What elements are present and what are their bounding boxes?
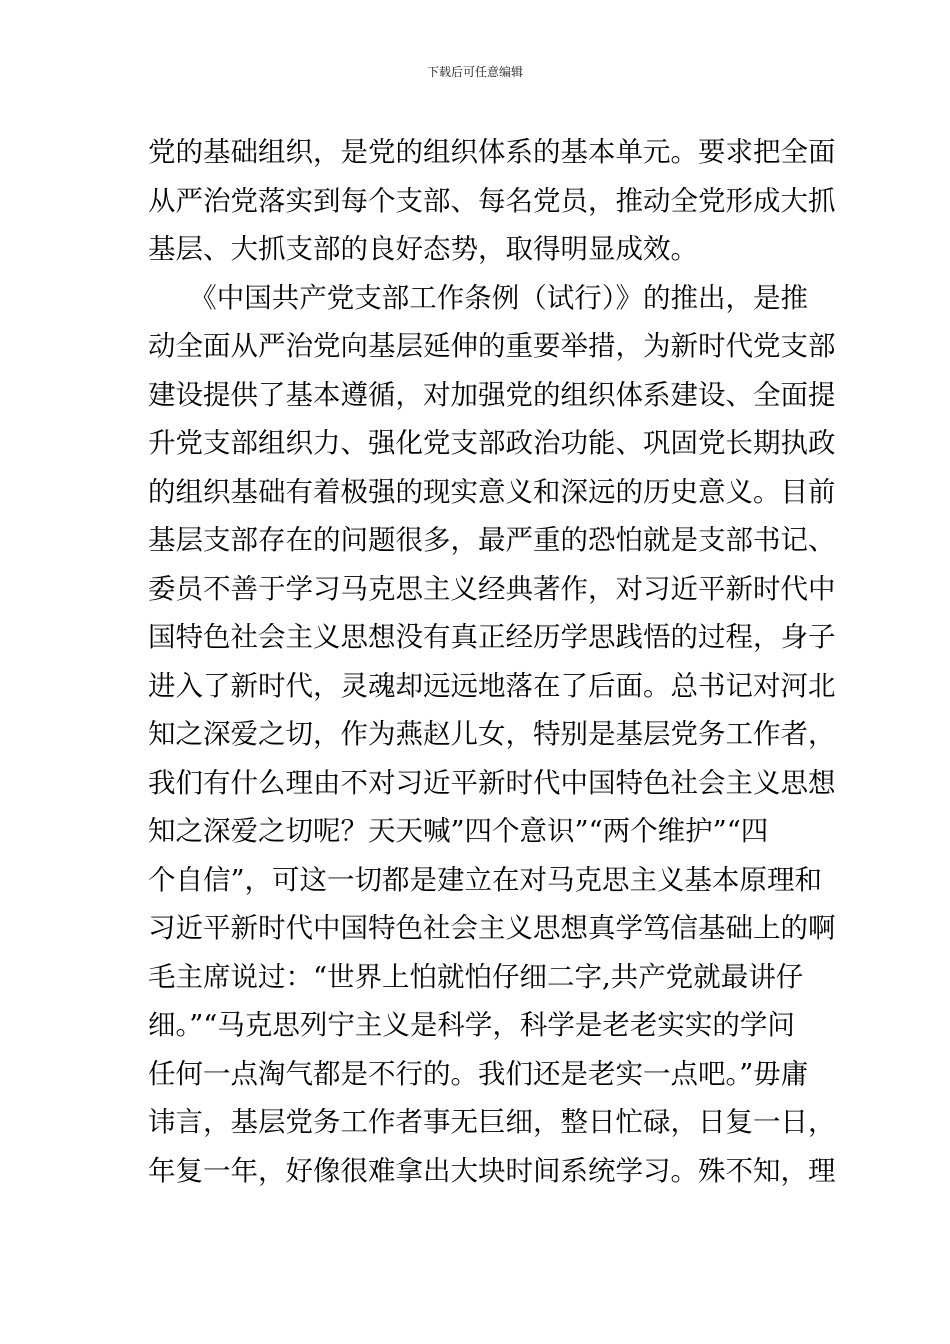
text-line: 基层、大抓支部的良好态势，取得明显成效。 [148, 233, 698, 265]
text-line: 习近平新时代中国特色社会主义思想真学笃信基础上的啊 [148, 912, 836, 944]
text-line: 建设提供了基本遵循，对加强党的组织体系建设、全面提 [148, 378, 836, 411]
text-line: 升党支部组织力、强化党支部政治功能、巩固党长期执政 [148, 427, 836, 459]
text-line: 毛主席说过：“世界上怕就怕仔细二字,共产党就最讲仔 [148, 960, 804, 993]
text-line: 国特色社会主义思想没有真正经历学思践悟的过程，身子 [148, 621, 836, 653]
text-line: 我们有什么理由不对习近平新时代中国特色社会主义思想 [148, 766, 836, 799]
text-line: 委员不善于学习马克思主义经典著作，对习近平新时代中 [148, 572, 836, 605]
text-line: 基层支部存在的问题很多，最严重的恐怕就是支部书记、 [148, 524, 836, 556]
document-body [148, 128, 836, 1195]
page-header: 下载后可任意编辑 [426, 65, 523, 79]
text-line: 个自信”，可这一切都是建立在对马克思主义基本原理和 [148, 863, 823, 896]
text-line: 细。”“马克思列宁主义是科学，科学是老老实实的学问 [148, 1009, 795, 1041]
text-line: 的组织基础有着极强的现实意义和深远的历史意义。目前 [148, 475, 836, 508]
text-line: 动全面从严治党向基层延伸的重要举措，为新时代党支部 [148, 330, 836, 362]
text-line: 进入了新时代，灵魂却远远地落在了后面。总书记对河北 [148, 669, 836, 702]
text-line: 知之深爱之切，作为燕赵儿女，特别是基层党务工作者， [148, 718, 836, 750]
text-line: 任何一点淘气都是不行的。我们还是老实一点吧。”毋庸 [148, 1057, 809, 1090]
text-line: 讳言，基层党务工作者事无巨细，整日忙碌，日复一日， [148, 1106, 836, 1138]
text-line: 从严治党落实到每个支部、每名党员，推动全党形成大抓 [148, 184, 836, 217]
text-line: 年复一年，好像很难拿出大块时间系统学习。殊不知，理 [148, 1154, 836, 1187]
text-line: 党的基础组织，是党的组织体系的基本单元。要求把全面 [148, 136, 836, 168]
text-line: 知之深爱之切呢？天天喊”四个意识”“两个维护”“四 [148, 815, 769, 847]
text-line: 《中国共产党支部工作条例（试行）》的推出，是推 [148, 281, 808, 314]
